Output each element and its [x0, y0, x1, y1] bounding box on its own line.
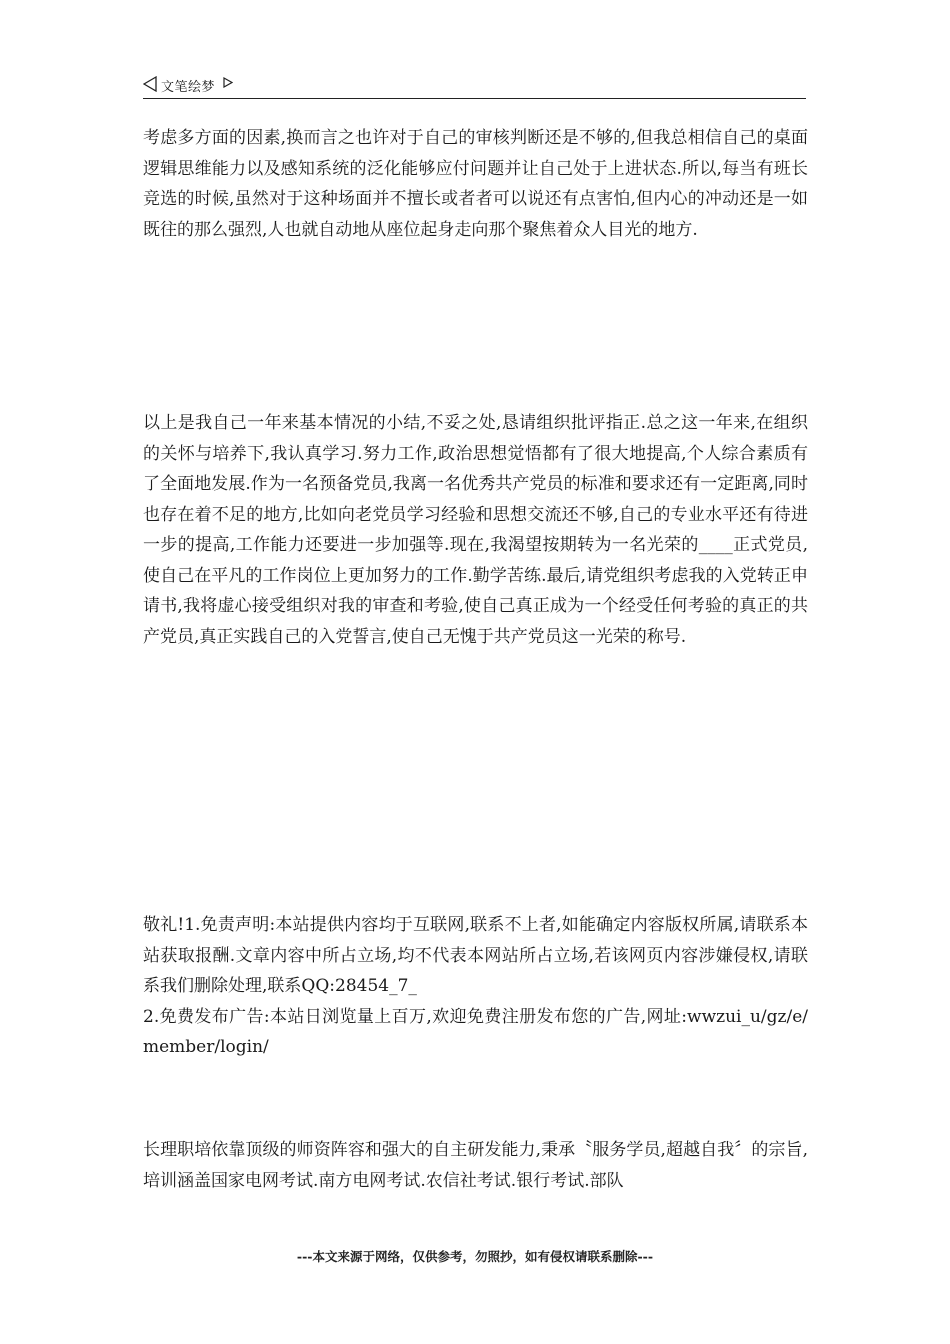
disclaimer-line-2: 2.免费发布广告:本站日浏览量上百万,欢迎免费注册发布您的广告,网址:wwzui_u/gz/e/member/login/: [143, 1006, 808, 1057]
site-name: 文笔绘梦: [161, 80, 216, 95]
page-footer: ---本文来源于网络，仅供参考，勿照抄，如有侵权请联系删除---: [296, 1249, 654, 1264]
triangle-left-icon: [143, 76, 157, 92]
paragraph-summary: 以上是我自己一年来基本情况的小结,不妥之处,恳请组织批评指正.总之这一年来,在组织的关怀与培养下,我认真学习.努力工作,政治思想觉悟都有了很大地提高,个人综合素质有了全面地发展.作为一名预备党员,我离一名优秀共产党员的标准和要求还有一定距离,同时也存在着不足的地方,比如向老党员学习经验和思想交流还不够,自己的专业水平还有待进一步的提高,工作能力还要进一步加强等.现在,我渴望按期转为一名光荣的____正式党员,使自己在平凡的工作岗位上更加努力的工作.勤学苦练.最后,请党组织考虑我的入党转正申请书,我将虚心接受组织对我的审查和考验,使自己真正成为一个经受任何考验的真正的共产党员,真正实践自己的入党誓言,使自己无愧于共产党员这一光荣的称号.: [143, 413, 808, 647]
paragraph-disclaimer: [143, 910, 808, 1063]
paragraph-reflection: 考虑多方面的因素,换而言之也许对于自己的审核判断还是不够的,但我总相信自己的桌面逻辑思维能力以及感知系统的泛化能够应付问题并让自己处于上进状态.所以,每当有班长竞选的时候,虽然对于这种场面并不擅长或者者可以说还有点害怕,但内心的冲动还是一如既往的那么强烈,人也就自动地从座位起身走向那个聚焦着众人目光的地方.: [143, 128, 808, 240]
triangle-right-icon: [223, 77, 233, 88]
page-header: [143, 74, 806, 99]
disclaimer-line-1: 敬礼!1.免责声明:本站提供内容均于互联网,联系不上者,如能确定内容版权所属,请联系本站获取报酬.文章内容中所占立场,均不代表本网站所占立场,若该网页内容涉嫌侵权,请联系我们删除处理,联系QQ:28454_7_: [143, 915, 808, 996]
paragraph-training-ad: 长理职培依靠顶级的师资阵容和强大的自主研发能力,秉承〝服务学员,超越自我〞的宗旨,培训涵盖国家电网考试.南方电网考试.农信社考试.银行考试.部队: [143, 1140, 808, 1191]
